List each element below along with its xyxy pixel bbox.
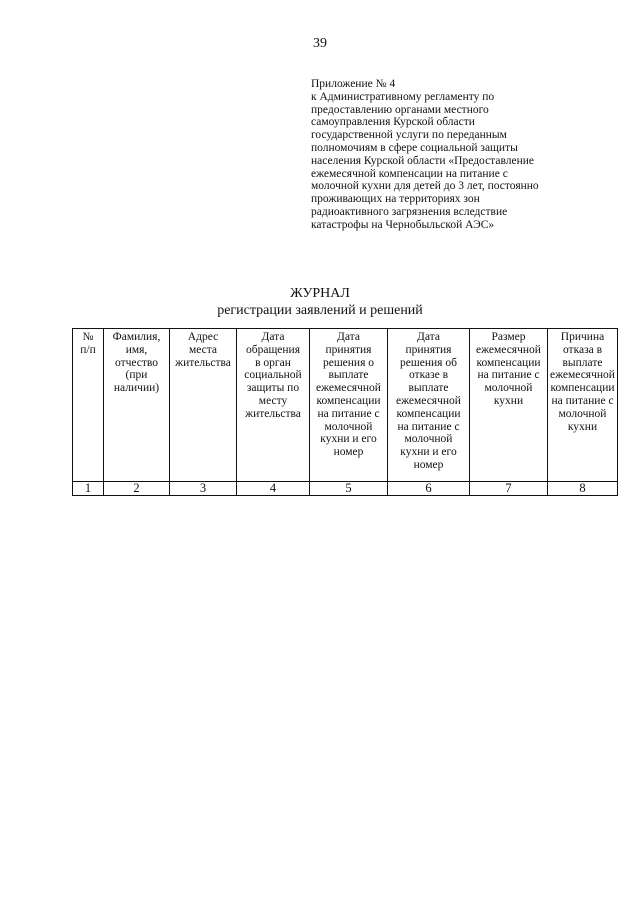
column-header-line: Адрес (187, 331, 219, 343)
column-header-line: Дата (337, 331, 360, 343)
column-number: 7 (470, 482, 548, 496)
column-header (310, 329, 388, 482)
column-header-line: выплате (328, 369, 369, 382)
appendix-line: полномочиям в сфере социальной защиты (311, 141, 518, 154)
journal-table (72, 328, 618, 496)
column-header-line: на питание с (477, 369, 540, 382)
column-header-line: наличии) (113, 382, 160, 395)
column-header-line: места (188, 343, 218, 356)
column-header-line: Фамилия, (112, 331, 161, 343)
column-header-line: молочной (404, 433, 453, 446)
column-header-line: кухни и его (400, 446, 457, 459)
column-header-line: на питание с (317, 407, 380, 420)
journal-title-block (0, 285, 640, 319)
column-header-line: компенсации (476, 356, 541, 369)
column-header-line: молочной (484, 382, 533, 395)
column-header-line: выплате (408, 382, 449, 395)
column-header (237, 329, 310, 482)
column-header-line: № (82, 331, 94, 343)
journal-subtitle: регистрации заявлений и решений (217, 303, 423, 318)
column-header-line: (при (125, 369, 148, 382)
column-number: 8 (548, 482, 618, 496)
column-header-line: выплате (562, 356, 603, 369)
appendix-block (311, 78, 611, 232)
column-header-line: ежемесячной (316, 382, 381, 395)
column-header (104, 329, 170, 482)
appendix-line: к Административному регламенту по (311, 90, 495, 103)
column-header-line: компенсации (316, 394, 381, 407)
column-number: 2 (104, 482, 170, 496)
column-header-line: в орган (255, 356, 291, 369)
appendix-line: населения Курской области «Предоставление (311, 154, 534, 167)
column-header-line: месту (258, 394, 288, 407)
column-header-line: Дата (417, 331, 440, 343)
column-header-line: компенсации (550, 382, 615, 395)
column-header-line: молочной (558, 407, 607, 420)
column-header-line: принятия (405, 343, 452, 356)
column-header-line: п/п (80, 343, 96, 356)
appendix-line: предоставлению органами местного (311, 103, 489, 116)
column-header-line: номер (333, 446, 364, 459)
appendix-line: катастрофы на Чернобыльской АЭС» (311, 218, 495, 231)
page-number: 39 (313, 36, 327, 51)
appendix-line: радиоактивного загрязнения вследствие (311, 205, 508, 218)
column-header-line: ежемесячной (550, 369, 615, 382)
column-header-line: кухни (493, 394, 524, 407)
column-header-line: защиты по (246, 382, 300, 395)
column-header-line: имя, (125, 343, 148, 356)
column-header-line: номер (413, 458, 444, 471)
appendix-line: Приложение № 4 (311, 78, 396, 90)
appendix-line: ежемесячной компенсации на питание с (311, 167, 508, 180)
column-header-line: жительства (175, 356, 231, 369)
appendix-line: молочной кухни для детей до 3 лет, постоянно (311, 180, 539, 193)
column-header-line: на питание с (551, 394, 614, 407)
column-header-line: обращения (245, 343, 300, 356)
column-number: 4 (237, 482, 310, 496)
journal-title: ЖУРНАЛ (290, 286, 350, 301)
column-header-line: на питание с (397, 420, 460, 433)
column-header-line: социальной (244, 369, 302, 382)
column-header-line: молочной (324, 420, 373, 433)
column-header-line: Причина (560, 331, 605, 343)
column-header-line: Размер (491, 331, 526, 343)
column-header-line: отказе в (408, 369, 449, 382)
column-header-line: компенсации (396, 407, 461, 420)
appendix-line: самоуправления Курской области (311, 116, 475, 129)
column-header (388, 329, 470, 482)
column-number: 5 (310, 482, 388, 496)
appendix-line: государственной услуги по переданным (311, 129, 507, 142)
column-header-line: ежемесячной (476, 343, 541, 356)
column-header-line: жительства (245, 407, 301, 420)
appendix-line: проживающих на территориях зон (311, 193, 480, 206)
column-header-line: кухни и его (320, 433, 377, 446)
table-header-row (73, 329, 618, 482)
column-number: 3 (170, 482, 237, 496)
column-header-line: ежемесячной (396, 394, 461, 407)
table-number-row (73, 482, 618, 496)
column-header (548, 329, 618, 482)
column-header (470, 329, 548, 482)
column-header-line: Дата (261, 331, 285, 343)
column-header (170, 329, 237, 482)
column-header-line: принятия (325, 343, 372, 356)
column-number: 1 (73, 482, 104, 496)
column-header-line: отказа в (562, 343, 603, 356)
column-header-line: решения об (400, 356, 457, 369)
column-header (73, 329, 104, 482)
column-header-line: решения о (322, 356, 375, 369)
column-header-line: кухни (567, 420, 598, 433)
column-number: 6 (388, 482, 470, 496)
column-header-line: отчество (114, 356, 159, 369)
